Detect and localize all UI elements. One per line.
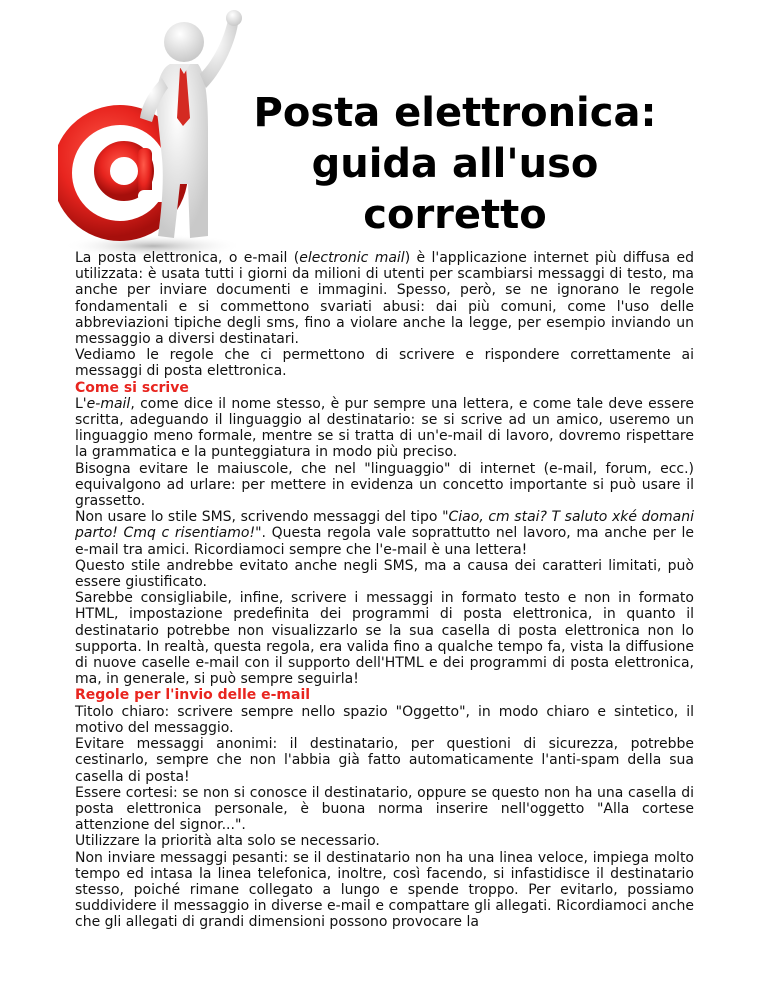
paragraph bbox=[75, 509, 694, 558]
paragraph: Utilizzare la priorità alta solo se necessario. bbox=[75, 833, 380, 850]
text-run: ". Questa regola vale soprattutto nel lavoro, ma anche per le e-mail tra amici. Ricordiamoci sempre che l'e-mail è una lettera! bbox=[75, 525, 694, 558]
section-heading-regole-invio: Regole per l'invio delle e-mail bbox=[75, 687, 311, 704]
text-run: , come dice il nome stesso, è pur sempre una lettera, e come tale deve essere scritta, adeguando il linguaggio al destinatario: se si scrive ad un amico, useremo un linguaggio meno formale, mentre se si tratta di un'e-mail di lavoro, dovremo rispettare la grammatica e la punteggiatura in modo più preciso. bbox=[75, 395, 694, 461]
header-hero bbox=[0, 0, 768, 262]
emphasis: electronic mail bbox=[299, 250, 405, 266]
paragraph: Non inviare messaggi pesanti: se il destinatario non ha una linea veloce, impiega molto tempo ed intasa la linea telefonica, inoltre, così facendo, si infastidisce il destinatario stesso, poiché rimane collegato a lungo e spende troppo. Per evitarlo, possiamo suddividere il messaggio in diverse e-mail e compattare gli allegati. Ricordiamoci anche che gli allegati di grandi dimensioni possono provocare la bbox=[75, 849, 694, 931]
paragraph bbox=[75, 396, 694, 461]
text-run: Non usare lo stile SMS, scrivendo messaggi del tipo " bbox=[75, 509, 449, 526]
text-run: L' bbox=[75, 395, 87, 412]
section-heading-come-si-scrive: Come si scrive bbox=[75, 379, 189, 396]
intro-paragraph bbox=[75, 250, 694, 347]
paragraph: Essere cortesi: se non si conosce il destinatario, oppure se questo non ha una casella di posta elettronica personale, è buona norma inserire nell'oggetto "Alla cortese attenzione del signor...". bbox=[75, 784, 694, 834]
title-line-1: Posta elettronica: bbox=[253, 90, 657, 136]
paragraph: Bisogna evitare le maiuscole, che nel "linguaggio" di internet (e-mail, forum, ecc.) equivalgono ad urlare: per mettere in evidenza un concetto importante si può usare il grassetto. bbox=[75, 460, 694, 510]
paragraph: Titolo chiaro: scrivere sempre nello spazio "Oggetto", in modo chiaro e sintetico, il motivo del messaggio. bbox=[75, 703, 694, 736]
intro-paragraph-2: Vediamo le regole che ci permettono di scrivere e rispondere correttamente ai messaggi di posta elettronica. bbox=[75, 347, 694, 380]
paragraph: Evitare messaggi anonimi: il destinatario, per questioni di sicurezza, potrebbe cestinarlo, sempre che non l'abbia già fatto automaticamente l'anti-spam della sua casella di posta! bbox=[75, 736, 694, 785]
text-run: La posta elettronica, o e-mail ( bbox=[75, 250, 300, 266]
title-line-3: corretto bbox=[363, 192, 547, 238]
emphasis: e-mail bbox=[86, 395, 131, 412]
text-run: ) è l'applicazione internet più diffusa ed utilizzata: è usata tutti i giorni da milioni di utenti per scambiarsi messaggi di testo, ma anche per inviare documenti e immagini. Spesso, però, se ne ignorano le regole fondamentali e si commettono svariati abusi: dai più comuni, come l'uso delle abbreviazioni tipiche degli sms, fino a violare anche la legge, per esempio inviando un messaggio a diversi destinatari. bbox=[75, 250, 694, 348]
emphasis: Ciao, cm stai? T saluto xké domani parto! Cmq c risentiamo! bbox=[75, 509, 694, 542]
title-line-2: guida all'uso bbox=[311, 141, 599, 187]
paragraph: Sarebbe consigliabile, infine, scrivere i messaggi in formato testo e non in formato HTML, impostazione predefinita dei programmi di posta elettronica, in quanto il destinatario potrebbe non visualizzarlo se la sua casella di posta elettronica non lo supporta. In realtà, questa regola, era valida fino a qualche tempo fa, vista la diffusione di nuove caselle e-mail con il supporto dell'HTML e dei programmi di posta elettronica, ma, in generale, si può sempre seguirla! bbox=[75, 590, 694, 688]
page-title bbox=[150, 88, 760, 241]
article-body bbox=[75, 250, 694, 931]
paragraph: Questo stile andrebbe evitato anche negli SMS, ma a causa dei caratteri limitati, può essere giustificato. bbox=[75, 557, 694, 591]
